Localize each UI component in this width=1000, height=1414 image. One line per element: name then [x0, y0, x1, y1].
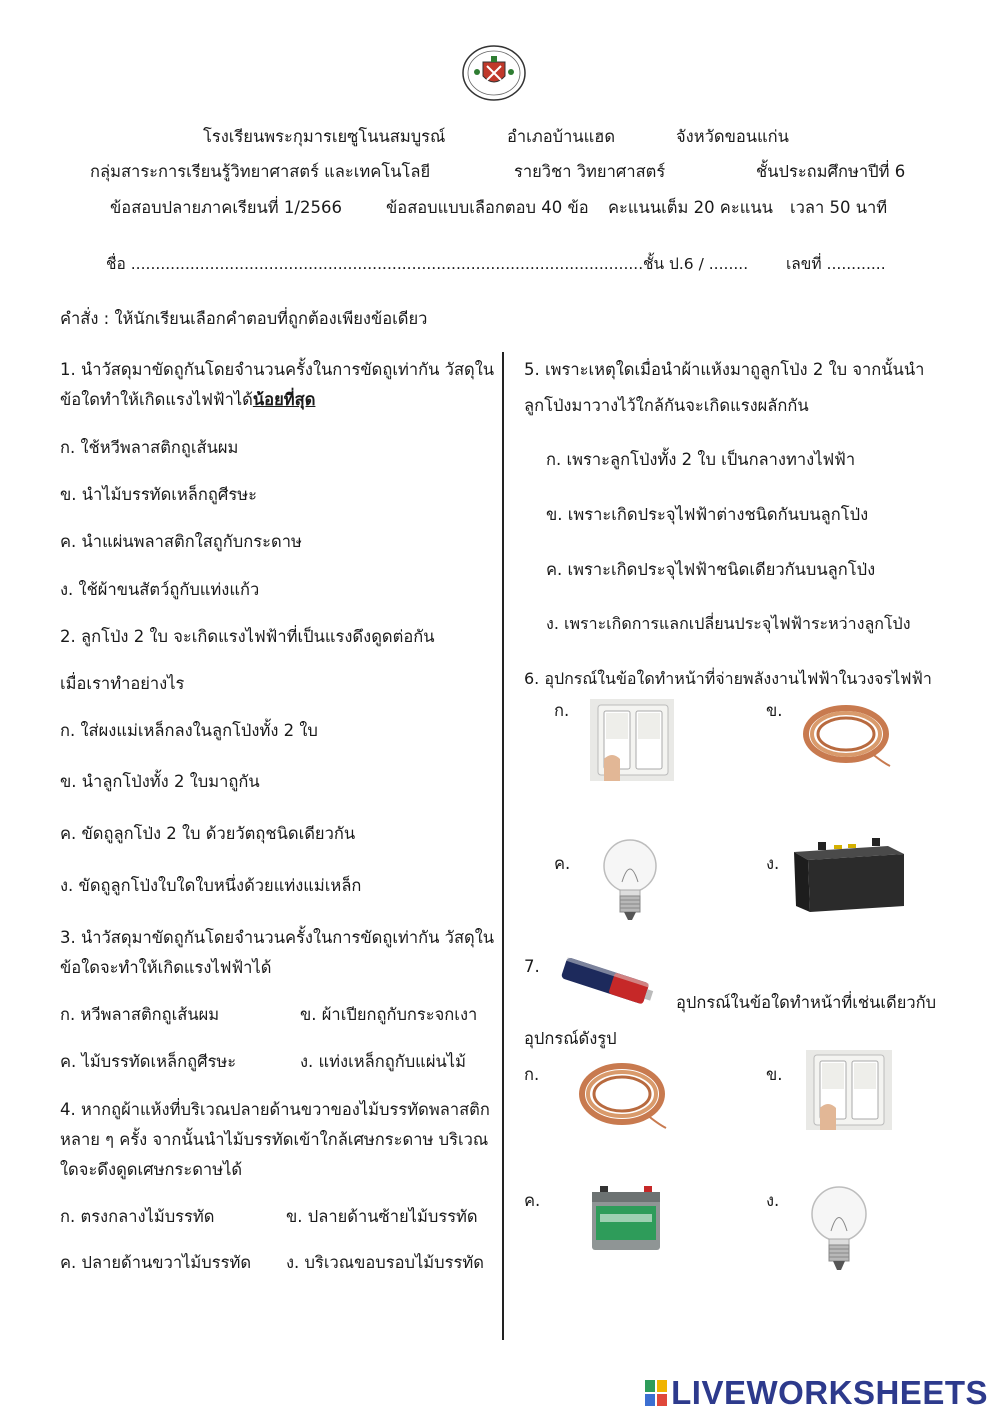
q7-aa-battery-image: [554, 950, 658, 1012]
liveworksheets-text: LIVEWORKSHEETS: [671, 1374, 988, 1411]
subject: รายวิชา วิทยาศาสตร์: [514, 162, 666, 181]
q3-option-b[interactable]: ข. ผ้าเปียกถูกับกระจกเงา: [300, 1005, 478, 1024]
q5-text-line2: ลูกโป่งมาวางไว้ใกล้กันจะเกิดแรงผลักกัน: [524, 396, 809, 415]
q7-light-bulb-image[interactable]: [806, 1184, 872, 1272]
q6-text-line1: 6. อุปกรณ์ในข้อใดทำหน้าที่จ่ายพลังงานไฟฟ้าในวงจรไฟฟ้า: [524, 669, 932, 688]
q7-option-c-label[interactable]: ค.: [524, 1191, 541, 1210]
instruction: คำสั่ง : ให้นักเรียนเลือกคำตอบที่ถูกต้องเพียงข้อเดียว: [60, 309, 428, 328]
q5-option-d[interactable]: ง. เพราะเกิดการแลกเปลี่ยนประจุไฟฟ้าระหว่างลูกโป่ง: [546, 614, 911, 633]
q2-option-c[interactable]: ค. ขัดถูลูกโป่ง 2 ใบ ด้วยวัตถุชนิดเดียวกัน: [60, 824, 356, 843]
q4-option-b[interactable]: ข. ปลายด้านซ้ายไม้บรรทัด: [286, 1207, 478, 1226]
q3-text-line1: 3. นำวัสดุมาขัดถูกันโดยจำนวนครั้งในการขัดถูเท่ากัน วัสดุใน: [60, 928, 495, 947]
q7-option-b-label[interactable]: ข.: [766, 1065, 783, 1084]
q5-option-c[interactable]: ค. เพราะเกิดประจุไฟฟ้าชนิดเดียวกันบนลูกโป่ง: [546, 560, 876, 579]
q2-option-b[interactable]: ข. นำลูกโป่งทั้ง 2 ใบมาถูกัน: [60, 772, 260, 791]
q5-option-a[interactable]: ก. เพราะลูกโป่งทั้ง 2 ใบ เป็นกลางทางไฟฟ้า: [546, 450, 856, 469]
q5-option-b[interactable]: ข. เพราะเกิดประจุไฟฟ้าต่างชนิดกันบนลูกโป่ง: [546, 505, 869, 524]
q7-text-line2: อุปกรณ์ดังรูป: [524, 1029, 617, 1048]
q7-switch-image[interactable]: [806, 1050, 892, 1130]
q1-text-line1: 1. นำวัสดุมาขัดถูกันโดยจำนวนครั้งในการขัดถูเท่ากัน วัสดุใน: [60, 360, 495, 379]
grade-level: ชั้นประถมศึกษาปีที่ 6: [756, 162, 906, 181]
q1-text-line2-start: ข้อใดทำให้เกิดแรงไฟฟ้าได้: [60, 390, 253, 409]
q3-option-a[interactable]: ก. หวีพลาสติกถูเส้นผม: [60, 1005, 220, 1024]
exam-time: เวลา 50 นาที: [790, 198, 888, 217]
exam-type: ข้อสอบแบบเลือกตอบ 40 ข้อ: [386, 198, 589, 217]
q7-number: 7.: [524, 957, 540, 976]
q6-option-c-label[interactable]: ค.: [554, 854, 571, 873]
q1-option-b[interactable]: ข. นำไม้บรรทัดเหล็กถูศีรษะ: [60, 485, 257, 504]
q7-option-a-label[interactable]: ก.: [524, 1065, 540, 1084]
q7-text-line1: อุปกรณ์ในข้อใดทำหน้าที่เช่นเดียวกับ: [676, 993, 937, 1012]
q2-option-d[interactable]: ง. ขัดถูลูกโป่งใบใดใบหนึ่งด้วยแท่งแม่เหล็ก: [60, 876, 362, 895]
q6-switch-image[interactable]: [590, 699, 674, 781]
q7-copper-wire-image[interactable]: [576, 1058, 668, 1134]
q6-light-bulb-image[interactable]: [598, 836, 662, 922]
q1-option-d[interactable]: ง. ใช้ผ้าขนสัตว์ถูกับแท่งแก้ว: [60, 580, 260, 599]
student-name-field[interactable]: ชื่อ ........................................................................................................: [106, 255, 644, 273]
school-name: โรงเรียนพระกุมารเยซูโนนสมบูรณ์: [203, 127, 446, 146]
q4-option-c[interactable]: ค. ปลายด้านขวาไม้บรรทัด: [60, 1253, 252, 1272]
q6-car-battery-image[interactable]: [788, 832, 908, 914]
q1-emphasis: น้อยที่สุด: [252, 390, 316, 409]
q1-option-a[interactable]: ก. ใช้หวีพลาสติกถูเส้นผม: [60, 438, 239, 457]
q4-option-d[interactable]: ง. บริเวณขอบรอบไม้บรรทัด: [286, 1253, 484, 1272]
q7-option-d-label[interactable]: ง.: [766, 1191, 780, 1210]
q6-copper-wire-image[interactable]: [800, 700, 892, 772]
q2-option-a[interactable]: ก. ใส่ผงแม่เหล็กลงในลูกโป่งทั้ง 2 ใบ: [60, 721, 318, 740]
column-divider: [502, 352, 504, 1340]
q3-option-d[interactable]: ง. แท่งเหล็กถูกับแผ่นไม้: [300, 1052, 466, 1071]
q2-text-line2: เมื่อเราทำอย่างไร: [60, 674, 185, 693]
q4-text-line2: หลาย ๆ ครั้ง จากนั้นนำไม้บรรทัดเข้าใกล้เศษกระดาษ บริเวณ: [60, 1130, 489, 1149]
district: อำเภอบ้านแฮด: [507, 127, 616, 146]
q1-text-line2: [60, 387, 315, 413]
q6-option-a-label[interactable]: ก.: [554, 701, 570, 720]
department: กลุ่มสาระการเรียนรู้วิทยาศาสตร์ และเทคโนโลยี: [90, 162, 431, 181]
q3-text-line2: ข้อใดจะทำให้เกิดแรงไฟฟ้าได้: [60, 958, 272, 977]
student-number-field[interactable]: เลขที่ ............: [786, 255, 886, 273]
q4-text-line1: 4. หากถูผ้าแห้งที่บริเวณปลายด้านขวาของไม้บรรทัดพลาสติก: [60, 1100, 490, 1119]
exam-title: ข้อสอบปลายภาคเรียนที่ 1/2566: [110, 198, 342, 217]
class-field[interactable]: ชั้น ป.6 / ........: [643, 255, 749, 273]
q5-text-line1: 5. เพราะเหตุใดเมื่อนำผ้าแห้งมาถูลูกโป่ง 2 ใบ จากนั้นนำ: [524, 360, 925, 379]
q4-text-line3: ใดจะดึงดูดเศษกระดาษได้: [60, 1160, 243, 1179]
q6-option-d-label[interactable]: ง.: [766, 854, 780, 873]
province: จังหวัดขอนแก่น: [676, 127, 789, 146]
liveworksheets-logo-icon: [645, 1380, 667, 1406]
full-score: คะแนนเต็ม 20 คะแนน: [608, 198, 773, 217]
liveworksheets-watermark: [645, 1374, 988, 1412]
q3-option-c[interactable]: ค. ไม้บรรทัดเหล็กถูศีรษะ: [60, 1052, 237, 1071]
q6-option-b-label[interactable]: ข.: [766, 701, 783, 720]
q7-car-battery-image[interactable]: [588, 1184, 664, 1254]
q2-text-line1: 2. ลูกโป่ง 2 ใบ จะเกิดแรงไฟฟ้าที่เป็นแรงดึงดูดต่อกัน: [60, 627, 435, 646]
q1-option-c[interactable]: ค. นำแผ่นพลาสติกใสถูกับกระดาษ: [60, 532, 302, 551]
q4-option-a[interactable]: ก. ตรงกลางไม้บรรทัด: [60, 1207, 215, 1226]
school-seal-logo: [461, 44, 527, 102]
